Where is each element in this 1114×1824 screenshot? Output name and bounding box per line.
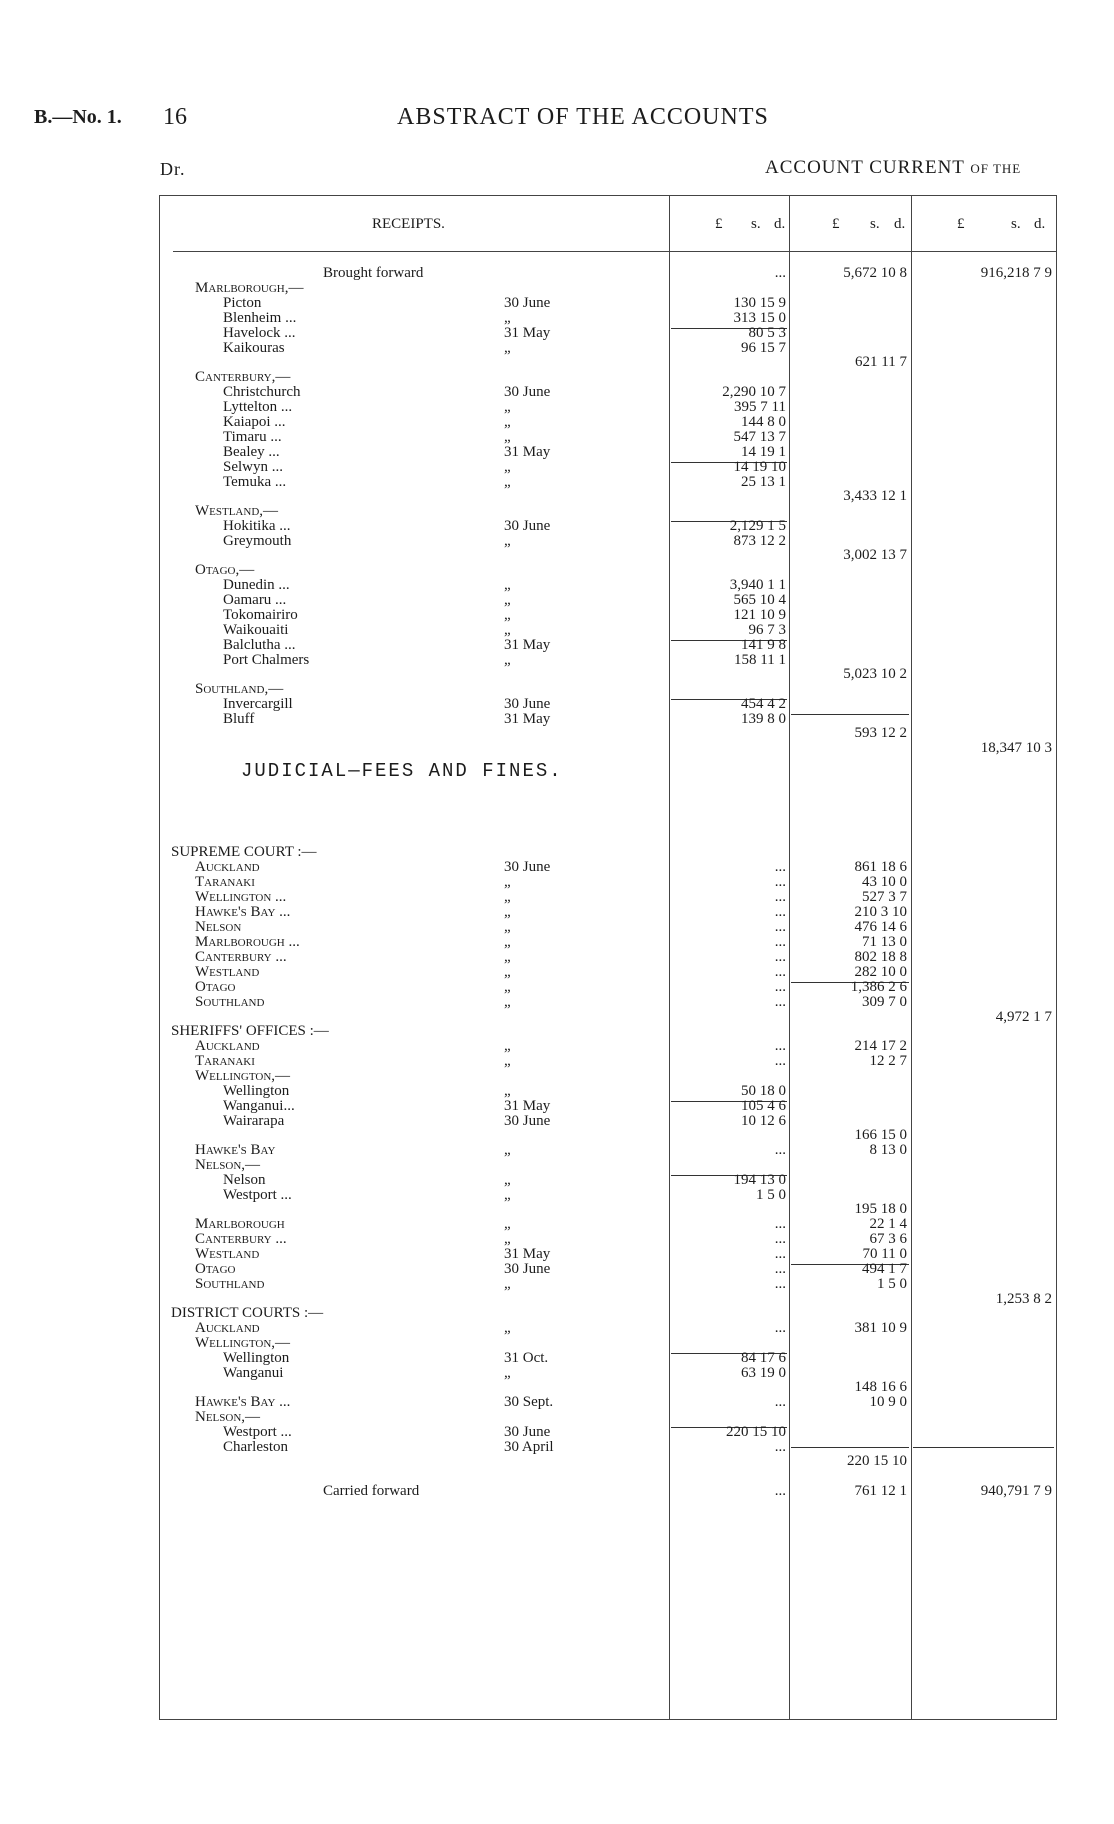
table-right-rule [1056, 195, 1057, 1719]
row-date: „ [504, 964, 511, 980]
row-date: „ [504, 533, 511, 549]
row-date: „ [504, 1038, 511, 1054]
row-label: Tokomairiro [223, 607, 298, 623]
amount-col2: 5,672 10 8 [843, 265, 907, 281]
amount-col2: 802 18 8 [854, 949, 907, 965]
row-date: „ [504, 1276, 511, 1292]
amount-col1: 25 13 1 [741, 474, 786, 490]
col2-pound: £ [832, 216, 840, 232]
amount-col2: 381 10 9 [854, 1320, 907, 1336]
subtotal-rule [791, 1447, 909, 1448]
amount-col1: ... [774, 1231, 786, 1247]
col-rule-1 [669, 195, 670, 1719]
row-date: „ [504, 889, 511, 905]
row-date: „ [504, 399, 511, 415]
amount-col1: ... [774, 889, 786, 905]
row-label: Marlborough,— [195, 280, 304, 296]
row-date: „ [504, 1142, 511, 1158]
row-label: Christchurch [223, 384, 301, 400]
row-date: „ [504, 459, 511, 475]
amount-col2: 210 3 10 [854, 904, 907, 920]
row-date: 31 May [504, 1246, 551, 1262]
amount-col2: 1,386 2 6 [850, 979, 907, 995]
amount-col1: 873 12 2 [733, 533, 786, 549]
row-label: Marlborough ... [195, 934, 300, 950]
receipts-header: RECEIPTS. [372, 216, 445, 232]
row-date: „ [504, 904, 511, 920]
amount-col1: ... [774, 859, 786, 875]
row-date: „ [504, 1216, 511, 1232]
amount-col1: 2,290 10 7 [722, 384, 786, 400]
row-label: Waikouaiti [223, 622, 289, 638]
row-date: „ [504, 919, 511, 935]
amount-col3: 1,253 8 2 [995, 1291, 1052, 1307]
amount-col1: 158 11 1 [734, 652, 786, 668]
subtotal-rule [791, 714, 909, 715]
row-label: Bealey ... [223, 444, 280, 460]
row-label: Wellington,— [195, 1068, 291, 1084]
amount-col1: 2,129 1 5 [729, 518, 786, 534]
row-date: „ [504, 414, 511, 430]
amount-col1: 1 5 0 [756, 1187, 786, 1203]
row-date: „ [504, 474, 511, 490]
amount-col2: 10 9 0 [869, 1394, 907, 1410]
row-date: „ [504, 429, 511, 445]
col3-pence: d. [1034, 216, 1046, 232]
amount-col2: 309 7 0 [862, 994, 907, 1010]
row-label: Port Chalmers [223, 652, 310, 668]
row-label: Auckland [195, 1038, 260, 1054]
amount-col1: 565 10 4 [733, 592, 786, 608]
amount-col2: 282 10 0 [854, 964, 907, 980]
row-label: Nelson,— [195, 1409, 261, 1425]
row-label: Canterbury,— [195, 369, 291, 385]
amount-col1: 96 7 3 [748, 622, 786, 638]
row-date: „ [504, 577, 511, 593]
amount-col3: 4,972 1 7 [995, 1009, 1052, 1025]
section-title: JUDICIAL—FEES AND FINES. [241, 760, 563, 782]
amount-col2: 148 16 6 [854, 1379, 907, 1395]
row-label: Marlborough [195, 1216, 285, 1232]
amount-col2: 3,002 13 7 [843, 547, 907, 563]
amount-col1: ... [774, 1394, 786, 1410]
row-date: „ [504, 979, 511, 995]
row-label: Kaiapoi ... [223, 414, 286, 430]
row-label: Nelson [223, 1172, 266, 1188]
col2-shillings: s. [870, 216, 880, 232]
amount-col1: ... [774, 265, 786, 281]
row-date: 31 May [504, 711, 551, 727]
row-label: Carried forward [323, 1483, 420, 1499]
amount-col3: 916,218 7 9 [980, 265, 1052, 281]
amount-col2: 195 18 0 [854, 1201, 907, 1217]
row-date: „ [504, 592, 511, 608]
row-label: SUPREME COURT :— [171, 844, 317, 860]
row-label: Southland [195, 1276, 265, 1292]
row-label: Wanganui... [223, 1098, 295, 1114]
amount-col2: 43 10 0 [862, 874, 907, 890]
amount-col2: 220 15 10 [847, 1453, 907, 1469]
amount-col1: ... [774, 949, 786, 965]
amount-col1: 84 17 6 [741, 1350, 786, 1366]
row-label: Wellington [223, 1350, 290, 1366]
row-label: Greymouth [223, 533, 292, 549]
row-label: Wairarapa [223, 1113, 285, 1129]
amount-col1: ... [774, 979, 786, 995]
amount-col1: ... [774, 964, 786, 980]
amount-col1: 130 15 9 [733, 295, 786, 311]
amount-col2: 761 12 1 [854, 1483, 907, 1499]
amount-col2: 5,023 10 2 [843, 666, 907, 682]
amount-col2: 70 11 0 [862, 1246, 907, 1262]
row-label: Otago [195, 979, 236, 995]
amount-col2: 12 2 7 [869, 1053, 907, 1069]
row-date: „ [504, 1053, 511, 1069]
amount-col3: 940,791 7 9 [980, 1483, 1052, 1499]
amount-col2: 214 17 2 [854, 1038, 907, 1054]
amount-col1: 313 15 0 [733, 310, 786, 326]
row-label: Kaikouras [223, 340, 285, 356]
amount-col2: 861 18 6 [854, 859, 907, 875]
header-rule [173, 251, 1057, 252]
row-date: „ [504, 949, 511, 965]
amount-col1: 96 15 7 [741, 340, 786, 356]
row-date: „ [504, 1365, 511, 1381]
row-date: 30 June [504, 1261, 551, 1277]
amount-col3: 18,347 10 3 [980, 740, 1052, 756]
amount-col2: 621 11 7 [855, 354, 907, 370]
row-label: Temuka ... [223, 474, 287, 490]
ledger-table [159, 195, 1057, 1719]
amount-col1: ... [774, 1142, 786, 1158]
amount-col1: 50 18 0 [741, 1083, 786, 1099]
row-date: „ [504, 874, 511, 890]
row-date: 30 June [504, 518, 551, 534]
row-label: Picton [223, 295, 262, 311]
amount-col2: 593 12 2 [854, 725, 907, 741]
row-label: Wellington,— [195, 1335, 291, 1351]
row-label: Dunedin ... [223, 577, 290, 593]
row-label: Westland,— [195, 503, 279, 519]
row-label: Nelson,— [195, 1157, 261, 1173]
amount-col1: 454 4 2 [741, 696, 786, 712]
row-label: Auckland [195, 859, 260, 875]
account-current-heading [765, 157, 1021, 179]
row-date: „ [504, 1187, 511, 1203]
row-label: DISTRICT COURTS :— [171, 1305, 324, 1321]
account-current-suffix: OF THE [970, 161, 1022, 176]
amount-col1: ... [774, 994, 786, 1010]
amount-col1: 220 15 10 [726, 1424, 786, 1440]
row-date: „ [504, 1083, 511, 1099]
amount-col1: ... [774, 1216, 786, 1232]
row-label: Taranaki [195, 1053, 255, 1069]
row-label: Southland [195, 994, 265, 1010]
amount-col1: 3,940 1 1 [729, 577, 786, 593]
amount-col2: 527 3 7 [862, 889, 907, 905]
row-label: Wellington ... [195, 889, 287, 905]
amount-col1: ... [774, 1320, 786, 1336]
row-date: 31 Oct. [504, 1350, 549, 1366]
row-label: Hokitika ... [223, 518, 291, 534]
row-date: „ [504, 340, 511, 356]
amount-col1: ... [774, 904, 786, 920]
row-date: 31 May [504, 637, 551, 653]
amount-col1: 80 5 3 [748, 325, 786, 341]
amount-col1: 63 19 0 [741, 1365, 786, 1381]
amount-col1: 14 19 1 [741, 444, 786, 460]
col3-shillings: s. [1011, 216, 1021, 232]
document-reference: B.—No. 1. [34, 106, 122, 128]
row-date: 30 June [504, 859, 551, 875]
amount-col1: 14 19 10 [733, 459, 786, 475]
amount-col1: ... [774, 934, 786, 950]
row-label: Charleston [223, 1439, 288, 1455]
row-label: Hawke's Bay [195, 1142, 276, 1158]
row-label: Blenheim ... [223, 310, 297, 326]
row-label: Balclutha ... [223, 637, 296, 653]
col3-pound: £ [957, 216, 965, 232]
row-date: „ [504, 652, 511, 668]
row-date: „ [504, 1172, 511, 1188]
amount-col2: 166 15 0 [854, 1127, 907, 1143]
amount-col2: 494 1 7 [862, 1261, 907, 1277]
row-date: „ [504, 1320, 511, 1336]
amount-col1: ... [774, 874, 786, 890]
row-label: Otago [195, 1261, 236, 1277]
amount-col1: 144 8 0 [741, 414, 786, 430]
table-bottom-rule [159, 1719, 1057, 1720]
row-label: Havelock ... [223, 325, 296, 341]
amount-col2: 22 1 4 [869, 1216, 907, 1232]
row-date: 31 May [504, 444, 551, 460]
row-date: „ [504, 994, 511, 1010]
row-label: Canterbury ... [195, 949, 287, 965]
amount-col1: ... [774, 919, 786, 935]
account-current-label: ACCOUNT CURRENT [765, 157, 965, 178]
col1-pence: d. [774, 216, 786, 232]
row-label: Invercargill [223, 696, 293, 712]
row-label: Canterbury ... [195, 1231, 287, 1247]
row-date: 30 April [504, 1439, 554, 1455]
amount-col2: 8 13 0 [869, 1142, 907, 1158]
row-label: Oamaru ... [223, 592, 287, 608]
row-date: 30 June [504, 696, 551, 712]
row-date: 31 May [504, 1098, 551, 1114]
table-top-rule [159, 195, 1057, 196]
col-rule-2 [789, 195, 790, 1719]
row-date: 31 May [504, 325, 551, 341]
row-label: Otago,— [195, 562, 255, 578]
row-label: Hawke's Bay ... [195, 1394, 291, 1410]
row-label: Nelson [195, 919, 242, 935]
amount-col1: ... [774, 1053, 786, 1069]
row-label: Westport ... [223, 1187, 292, 1203]
col1-shillings: s. [751, 216, 761, 232]
row-label: Brought forward [323, 265, 424, 281]
table-left-rule [159, 195, 160, 1719]
row-date: „ [504, 622, 511, 638]
amount-col1: 105 4 6 [741, 1098, 786, 1114]
col1-pound: £ [715, 216, 723, 232]
page-number: 16 [163, 104, 187, 130]
amount-col1: 139 8 0 [741, 711, 786, 727]
row-label: Timaru ... [223, 429, 282, 445]
row-date: „ [504, 934, 511, 950]
row-date: 30 Sept. [504, 1394, 554, 1410]
row-date: 30 June [504, 384, 551, 400]
amount-col1: 121 10 9 [733, 607, 786, 623]
amount-col1: 194 13 0 [733, 1172, 786, 1188]
subtotal-rule [913, 1447, 1054, 1448]
amount-col1: ... [774, 1276, 786, 1292]
row-label: Lyttelton ... [223, 399, 293, 415]
row-label: Bluff [223, 711, 255, 727]
amount-col2: 1 5 0 [877, 1276, 907, 1292]
col-rule-3 [911, 195, 912, 1719]
row-date: 30 June [504, 1424, 551, 1440]
amount-col1: 395 7 11 [734, 399, 786, 415]
col2-pence: d. [894, 216, 906, 232]
amount-col1: ... [774, 1246, 786, 1262]
page-title: ABSTRACT OF THE ACCOUNTS [397, 104, 769, 130]
row-label: SHERIFFS' OFFICES :— [171, 1023, 329, 1039]
row-date: 30 June [504, 295, 551, 311]
amount-col1: 141 9 8 [741, 637, 786, 653]
row-label: Wanganui [223, 1365, 284, 1381]
amount-col2: 67 3 6 [869, 1231, 907, 1247]
row-label: Westport ... [223, 1424, 292, 1440]
row-label: Hawke's Bay ... [195, 904, 291, 920]
row-date: „ [504, 1231, 511, 1247]
row-label: Westland [195, 964, 260, 980]
amount-col1: ... [774, 1439, 786, 1455]
amount-col2: 476 14 6 [854, 919, 907, 935]
row-date: „ [504, 607, 511, 623]
amount-col1: 10 12 6 [741, 1113, 786, 1129]
row-date: „ [504, 310, 511, 326]
row-label: Auckland [195, 1320, 260, 1336]
row-label: Taranaki [195, 874, 255, 890]
amount-col2: 3,433 12 1 [843, 488, 907, 504]
row-label: Westland [195, 1246, 260, 1262]
row-label: Selwyn ... [223, 459, 283, 475]
amount-col1: ... [774, 1483, 786, 1499]
amount-col1: ... [774, 1261, 786, 1277]
debit-label: Dr. [160, 159, 186, 179]
row-label: Wellington [223, 1083, 290, 1099]
amount-col1: ... [774, 1038, 786, 1054]
row-label: Southland,— [195, 681, 284, 697]
amount-col1: 547 13 7 [733, 429, 786, 445]
row-date: 30 June [504, 1113, 551, 1129]
amount-col2: 71 13 0 [862, 934, 907, 950]
